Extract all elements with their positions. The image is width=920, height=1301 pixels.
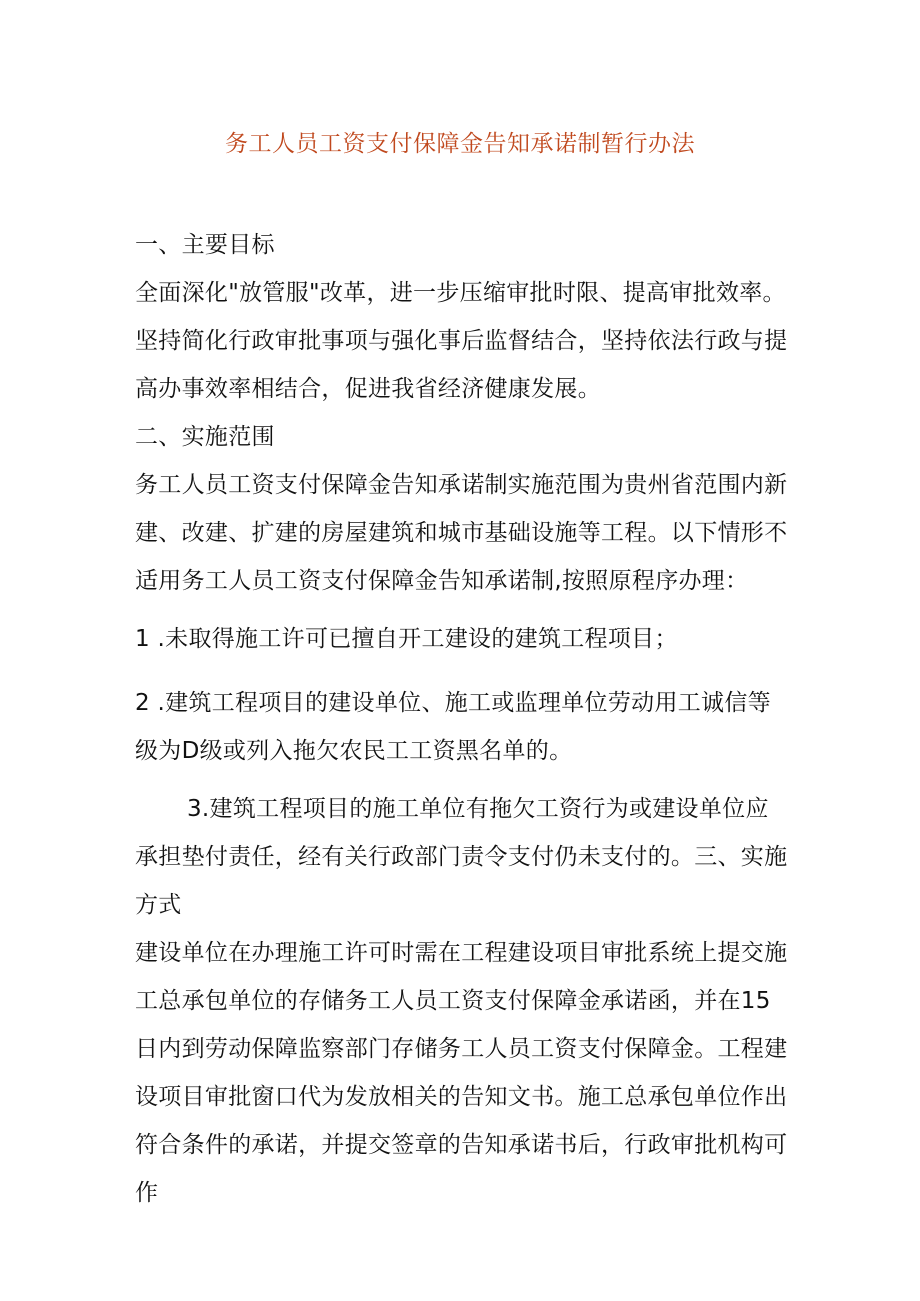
document-body [135,221,790,1217]
section-heading-scope: 二、实施范围 [135,424,275,450]
paragraph-goals: 全面深化"放管服"改革，进一步压缩审批时限、提高审批效率。坚持简化行政审批事项与强化事后监督结合，坚持依法行政与提高办事效率相结合，促进我省经济健康发展。 [135,280,788,402]
paragraph-method: 建设单位在办理施工许可时需在工程建设项目审批系统上提交施工总承包单位的存储务工人员工资支付保障金承诺函，并在15日内到劳动保障监察部门存储务工人员工资支付保障金。工程建设项目审批窗口代为发放相关的告知文书。施工总承包单位作出符合条件的承诺，并提交签章的告知承诺书后，行政审批机构可作 [135,940,788,1206]
section-heading-goals: 一、主要目标 [135,232,275,258]
list-item-2: 2 .建筑工程项目的建设单位、施工或监理单位劳动用工诚信等级为D级或列入拖欠农民工工资黑名单的。 [135,690,771,764]
document-title: 务工人员工资支付保障金告知承诺制暂行办法 [225,131,695,157]
list-item-1: 1 .未取得施工许可已擅自开工建设的建筑工程项目； [135,626,678,652]
list-item-3: 3.建筑工程项目的施工单位有拖欠工资行为或建设单位应承担垫付责任，经有关行政部门责令支付仍未支付的。三、实施方式 [135,796,788,918]
paragraph-scope: 务工人员工资支付保障金告知承诺制实施范围为贵州省范围内新建、改建、扩建的房屋建筑和城市基础设施等工程。以下情形不适用务工人员工资支付保障金告知承诺制,按照原程序办理： [135,472,788,594]
